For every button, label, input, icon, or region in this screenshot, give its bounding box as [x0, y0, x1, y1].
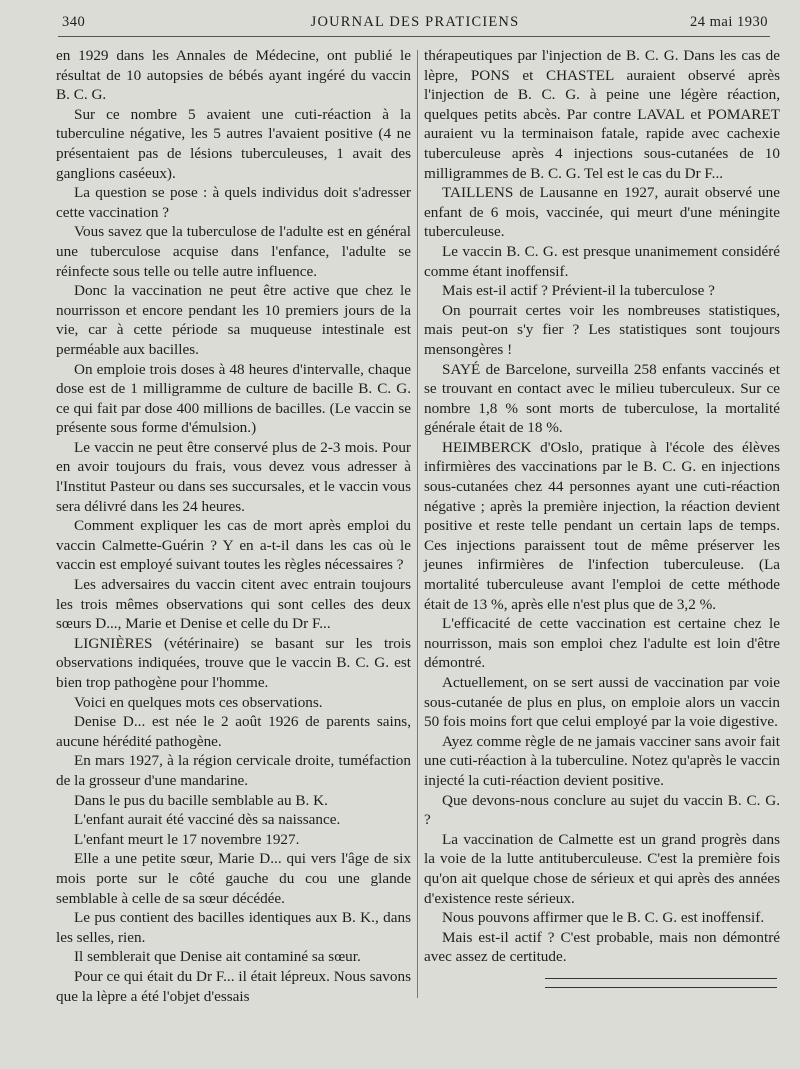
paragraph: Dans le pus du bacille semblable au B. K. [74, 791, 328, 809]
paragraph: Denise D... est née le 2 août 1926 de parents sains, aucune hérédité pathogène. [56, 713, 411, 750]
paragraph: Pour ce qui était du Dr F... il était lépreux. Nous savons que la lèpre a été l'objet d'essais [56, 967, 411, 1005]
paragraph: La question se pose : à quels individus doit s'adresser cette vaccination ? [56, 184, 411, 221]
paragraph: LIGNIÈRES (vétérinaire) se basant sur les trois observations indiquées, trouve que le vaccin B. C. G. est bien trop pathogène pour l'homme. [56, 634, 411, 691]
paragraph: Le pus contient des bacilles identiques aux B. K., dans les selles, rien. [56, 909, 411, 946]
paragraph: en 1929 dans les Annales de Médecine, ont publié le résultat de 10 autopsies de bébés ayant ingéré du vaccin B. C. G. [56, 47, 411, 104]
paragraph: On emploie trois doses à 48 heures d'intervalle, chaque dose est de 1 milligramme de culture de bacille B. C. G. ce qui fait par dose 400 millions de bacilles. (Le vaccin se présente sous forme d'émulsion.) [56, 360, 411, 437]
paragraph: Sur ce nombre 5 avaient une cuti-réaction à la tuberculine négative, les 5 autres l'avaient positive (4 ne présentaient pas de lésions tuberculeuses, 1 avait des ganglions caséeux). [56, 105, 411, 182]
paragraph: Actuellement, on se sert aussi de vaccination par voie sous-cutanée de plus en plus, on emploie alors un vaccin 50 fois moins fort que celui employé par la voie digestive. [424, 674, 780, 731]
paragraph: Nous pouvons affirmer que le B. C. G. est inoffensif. [442, 909, 765, 927]
paragraph: Ayez comme règle de ne jamais vacciner sans avoir fait une cuti-réaction à la tuberculine. Notez qu'après le vaccin injecté la cuti-réaction devient positive. [424, 732, 780, 789]
paragraph: L'enfant meurt le 17 novembre 1927. [74, 830, 300, 848]
paragraph: TAILLENS de Lausanne en 1927, aurait observé une enfant de 6 mois, vaccinée, qui meurt d'une méningite tuberculeuse. [424, 184, 780, 241]
paragraph: Mais est-il actif ? C'est probable, mais non démontré avec assez de certitude. [424, 928, 780, 966]
header-rule [58, 36, 770, 37]
paragraph: L'efficacité de cette vaccination est certaine chez le nourrisson, mais son emploi chez l'adulte est loin d'être démontré. [424, 615, 780, 672]
paragraph: Voici en quelques mots ces observations. [74, 693, 323, 711]
paragraph: Vous savez que la tuberculose de l'adulte est en général une tuberculose acquise dans l'enfance, l'adulte se réinfecte sous telle ou telle autre influence. [56, 223, 411, 280]
page-number: 340 [62, 14, 86, 30]
paragraph: Le vaccin ne peut être conservé plus de 2-3 mois. Pour en avoir toujours du frais, vous devez vous adresser à l'Institut Pasteur ou dans ses succursales, et le vaccin vous sera délivré dans les 24 heures. [56, 438, 411, 515]
paragraph: Comment expliquer les cas de mort après emploi du vaccin Calmette-Guérin ? Y en a-t-il dans les cas où le vaccin est employé suivant toutes les règles nécessaires ? [56, 517, 411, 574]
journal-title: JOURNAL DES PRATICIENS [310, 14, 520, 30]
paragraph: Le vaccin B. C. G. est presque unanimement considéré comme étant inoffensif. [424, 242, 780, 280]
paragraph: Donc la vaccination ne peut être active que chez le nourrisson et encore pendant les 10 premiers jours de la vie, car à cette période sa muqueuse intestinale est perméable aux bacilles. [56, 282, 411, 358]
right-column [424, 46, 780, 967]
column-divider [417, 50, 418, 998]
paragraph: Elle a une petite sœur, Marie D... qui vers l'âge de six mois porte sur le côté gauche du cou une glande semblable à celle de sa sœur décédée. [56, 850, 411, 907]
paragraph: On pourrait certes voir les nombreuses statistiques, mais peut-on s'y fier ? Les statistiques sont toujours mensongères ! [424, 301, 780, 358]
paragraph: En mars 1927, à la région cervicale droite, tuméfaction de la grosseur d'une mandarine. [56, 752, 411, 789]
page-header [62, 10, 768, 34]
paragraph: SAYÉ de Barcelone, surveilla 258 enfants vaccinés et se trouvant en contact avec le milieu tuberculeux. Sur ce nombre 1,8 % sont morts de tuberculose, la mortalité générale était de 18 %. [424, 360, 780, 437]
paragraph: Mais est-il actif ? Prévient-il la tuberculose ? [442, 282, 715, 300]
paragraph: L'enfant aurait été vacciné dès sa naissance. [74, 811, 341, 829]
paragraph: Que devons-nous conclure au sujet du vaccin B. C. G. ? [424, 791, 780, 829]
left-column [56, 46, 411, 1006]
issue-date: 24 mai 1930 [690, 14, 768, 30]
paragraph: La vaccination de Calmette est un grand progrès dans la voie de la lutte antituberculeuse. C'est la première fois qu'on ait quelque chose de sérieux et qui après des années d'existence reste sérieux. [424, 830, 780, 907]
paragraph: HEIMBERCK d'Oslo, pratique à l'école des élèves infirmières des vaccinations par le B. C. G. en injections sous-cutanées chez 44 personnes ayant une cuti-réaction négative ; après la première injection, la réaction devient positive et reste telle pendant un certain laps de temps. Ces injections paraissent tout de même préserver les jeunes infirmières de l'infection tuberculeuse. (La mortalité tuberculeuse avant l'emploi de cette méthode était de 13 %, après elle n'est plus que de 3,2 %. [424, 438, 780, 613]
paragraph: Il semblerait que Denise ait contaminé sa sœur. [74, 948, 361, 966]
article-end-rule [545, 978, 777, 988]
paragraph: thérapeutiques par l'injection de B. C. G. Dans les cas de lèpre, PONS et CHASTEL auraient observé après l'injection de B. C. G. à peine une légère réaction, quelques petits abcès. Par contre LAVAL et POMARET auraient vu la terminaison fatale, rapide avec cachexie tuberculeuse après 4 injections sous-cutanées de 10 milligrammes de B. C. G. Tel est le cas du Dr F... [424, 47, 780, 182]
paragraph: Les adversaires du vaccin citent avec entrain toujours les trois mêmes observations qui sont celles des deux sœurs D..., Marie et Denise et celle du Dr F... [56, 576, 411, 633]
